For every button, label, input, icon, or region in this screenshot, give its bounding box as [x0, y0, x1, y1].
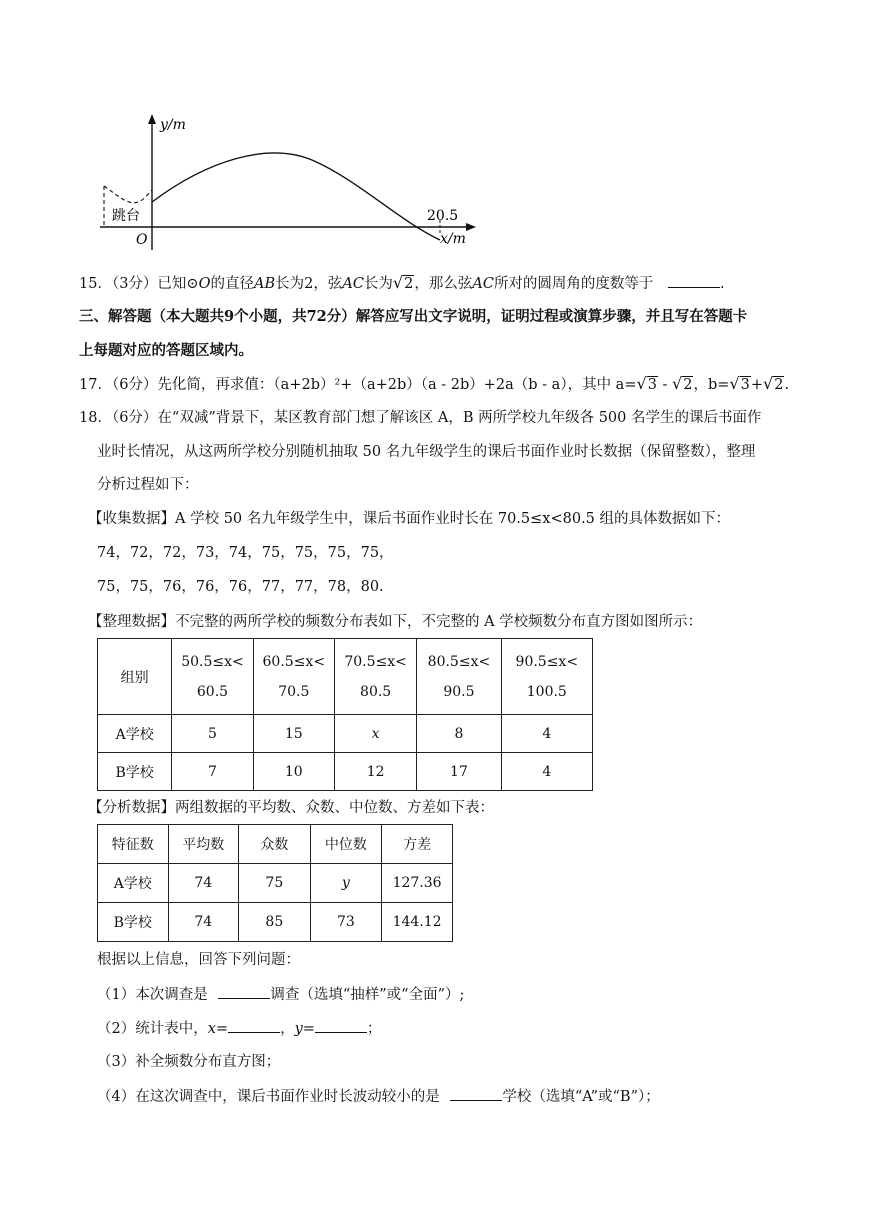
x-axis-label: x/m: [440, 231, 466, 247]
organize-data: 【整理数据】不完整的两所学校的频数分布表如下，不完整的 A 学校频数分布直方图如图所示：: [88, 614, 703, 630]
freq-header-col3: 70.5≤x< 80.5: [334, 639, 416, 715]
x-axis-arrow: [466, 223, 476, 231]
x-end-label: 20.5: [427, 208, 459, 224]
question-18-line3: 分析过程如下：: [97, 477, 199, 493]
answer-blank-x[interactable]: [228, 1018, 280, 1033]
stat-cell: 85: [239, 903, 311, 942]
freq-header-col1: 50.5≤x< 60.5: [172, 639, 253, 715]
answer-blank-y[interactable]: [315, 1018, 367, 1033]
question-18-line2: 业时长情况，从这两所学校分别随机抽取 50 名九年级学生的课后书面作业时长数据（保留整数），整理: [97, 444, 756, 460]
freq-cell: 17: [417, 753, 501, 791]
platform-label: 跳台: [112, 208, 140, 224]
answer-blank-school[interactable]: [450, 1086, 502, 1101]
info-line: 根据以上信息，回答下列问题：: [97, 952, 300, 968]
origin-label: O: [136, 232, 148, 248]
freq-row-a-label: A学校: [98, 715, 172, 753]
stat-header: 平均数: [168, 825, 239, 864]
stat-cell: 73: [310, 903, 382, 942]
platform-dashed-curve: [104, 186, 152, 203]
freq-header-group: 组别: [98, 639, 172, 715]
sub-question-1: （1）本次调查是 调查（选填“抽样”或“全面”）;: [97, 984, 464, 1005]
question-17: 17．（6分）先化简，再求值：（a+2b）²+（a+2b）（a - 2b）+2a（b - a），其中 a=√3 - √2，b=√3+√2.: [79, 374, 790, 393]
sub-question-3: （3）补全频数分布直方图；: [97, 1054, 281, 1070]
freq-cell: 15: [253, 715, 334, 753]
freq-cell: 12: [334, 753, 416, 791]
freq-cell: 5: [172, 715, 253, 753]
freq-cell: 4: [501, 753, 592, 791]
data-row-1: 74，72，72，73，74，75，75，75，75，: [97, 545, 394, 561]
trajectory-graph: [98, 110, 488, 252]
answer-blank-survey-type[interactable]: [218, 984, 270, 999]
freq-header-col2: 60.5≤x< 70.5: [253, 639, 334, 715]
stat-cell: 127.36: [382, 864, 453, 903]
stat-cell: 144.12: [382, 903, 453, 942]
statistics-table: [97, 824, 453, 942]
stat-header: 特征数: [98, 825, 169, 864]
stat-header: 中位数: [310, 825, 382, 864]
question-15: 15．（3分）已知⊙O的直径AB长为2，弦AC长为√2，那么弦AC所对的圆周角的度数等于 .: [79, 273, 725, 292]
stat-row-b-label: B学校: [98, 903, 169, 942]
stat-cell: 74: [168, 864, 239, 903]
freq-cell: 4: [501, 715, 592, 753]
y-axis-arrow: [148, 114, 156, 124]
answer-blank-15[interactable]: [668, 273, 720, 288]
section-3-heading: 三、解答题（本大题共9个小题，共72分）解答应写出文字说明，证明过程或演算步骤，并且写在答题卡: [79, 308, 748, 325]
data-row-2: 75，75，76，76，76，77，77，78，80.: [97, 579, 384, 595]
freq-cell: 8: [417, 715, 501, 753]
collect-data: 【收集数据】A 学校 50 名九年级学生中，课后书面作业时长在 70.5≤x<80.5 组的具体数据如下：: [88, 511, 731, 527]
analyze-data: 【分析数据】两组数据的平均数、众数、中位数、方差如下表：: [88, 800, 494, 816]
section-3-heading-cont: 上每题对应的答题区域内。: [79, 342, 253, 359]
stat-cell: 74: [168, 903, 239, 942]
question-18-line1: 18．（6分）在“双减”背景下，某区教育部门想了解该区 A，B 两所学校九年级各 500 名学生的课后书面作: [79, 410, 762, 426]
stat-cell: 75: [239, 864, 311, 903]
frequency-table: [97, 638, 593, 791]
y-axis-label: y/m: [160, 117, 186, 133]
freq-cell: x: [334, 715, 416, 753]
stat-header: 众数: [239, 825, 311, 864]
stat-cell: y: [310, 864, 382, 903]
freq-cell: 10: [253, 753, 334, 791]
sub-question-2: （2）统计表中，x= ，y= ；: [97, 1018, 381, 1039]
stat-row-a-label: A学校: [98, 864, 169, 903]
sub-question-4: （4）在这次调查中，课后书面作业时长波动较小的是 学校（选填“A”或“B”）；: [97, 1086, 660, 1107]
freq-header-col4: 80.5≤x< 90.5: [417, 639, 501, 715]
freq-header-col5: 90.5≤x< 100.5: [501, 639, 592, 715]
freq-row-b-label: B学校: [98, 753, 172, 791]
stat-header: 方差: [382, 825, 453, 864]
freq-cell: 7: [172, 753, 253, 791]
sqrt-2: √2: [392, 273, 414, 292]
